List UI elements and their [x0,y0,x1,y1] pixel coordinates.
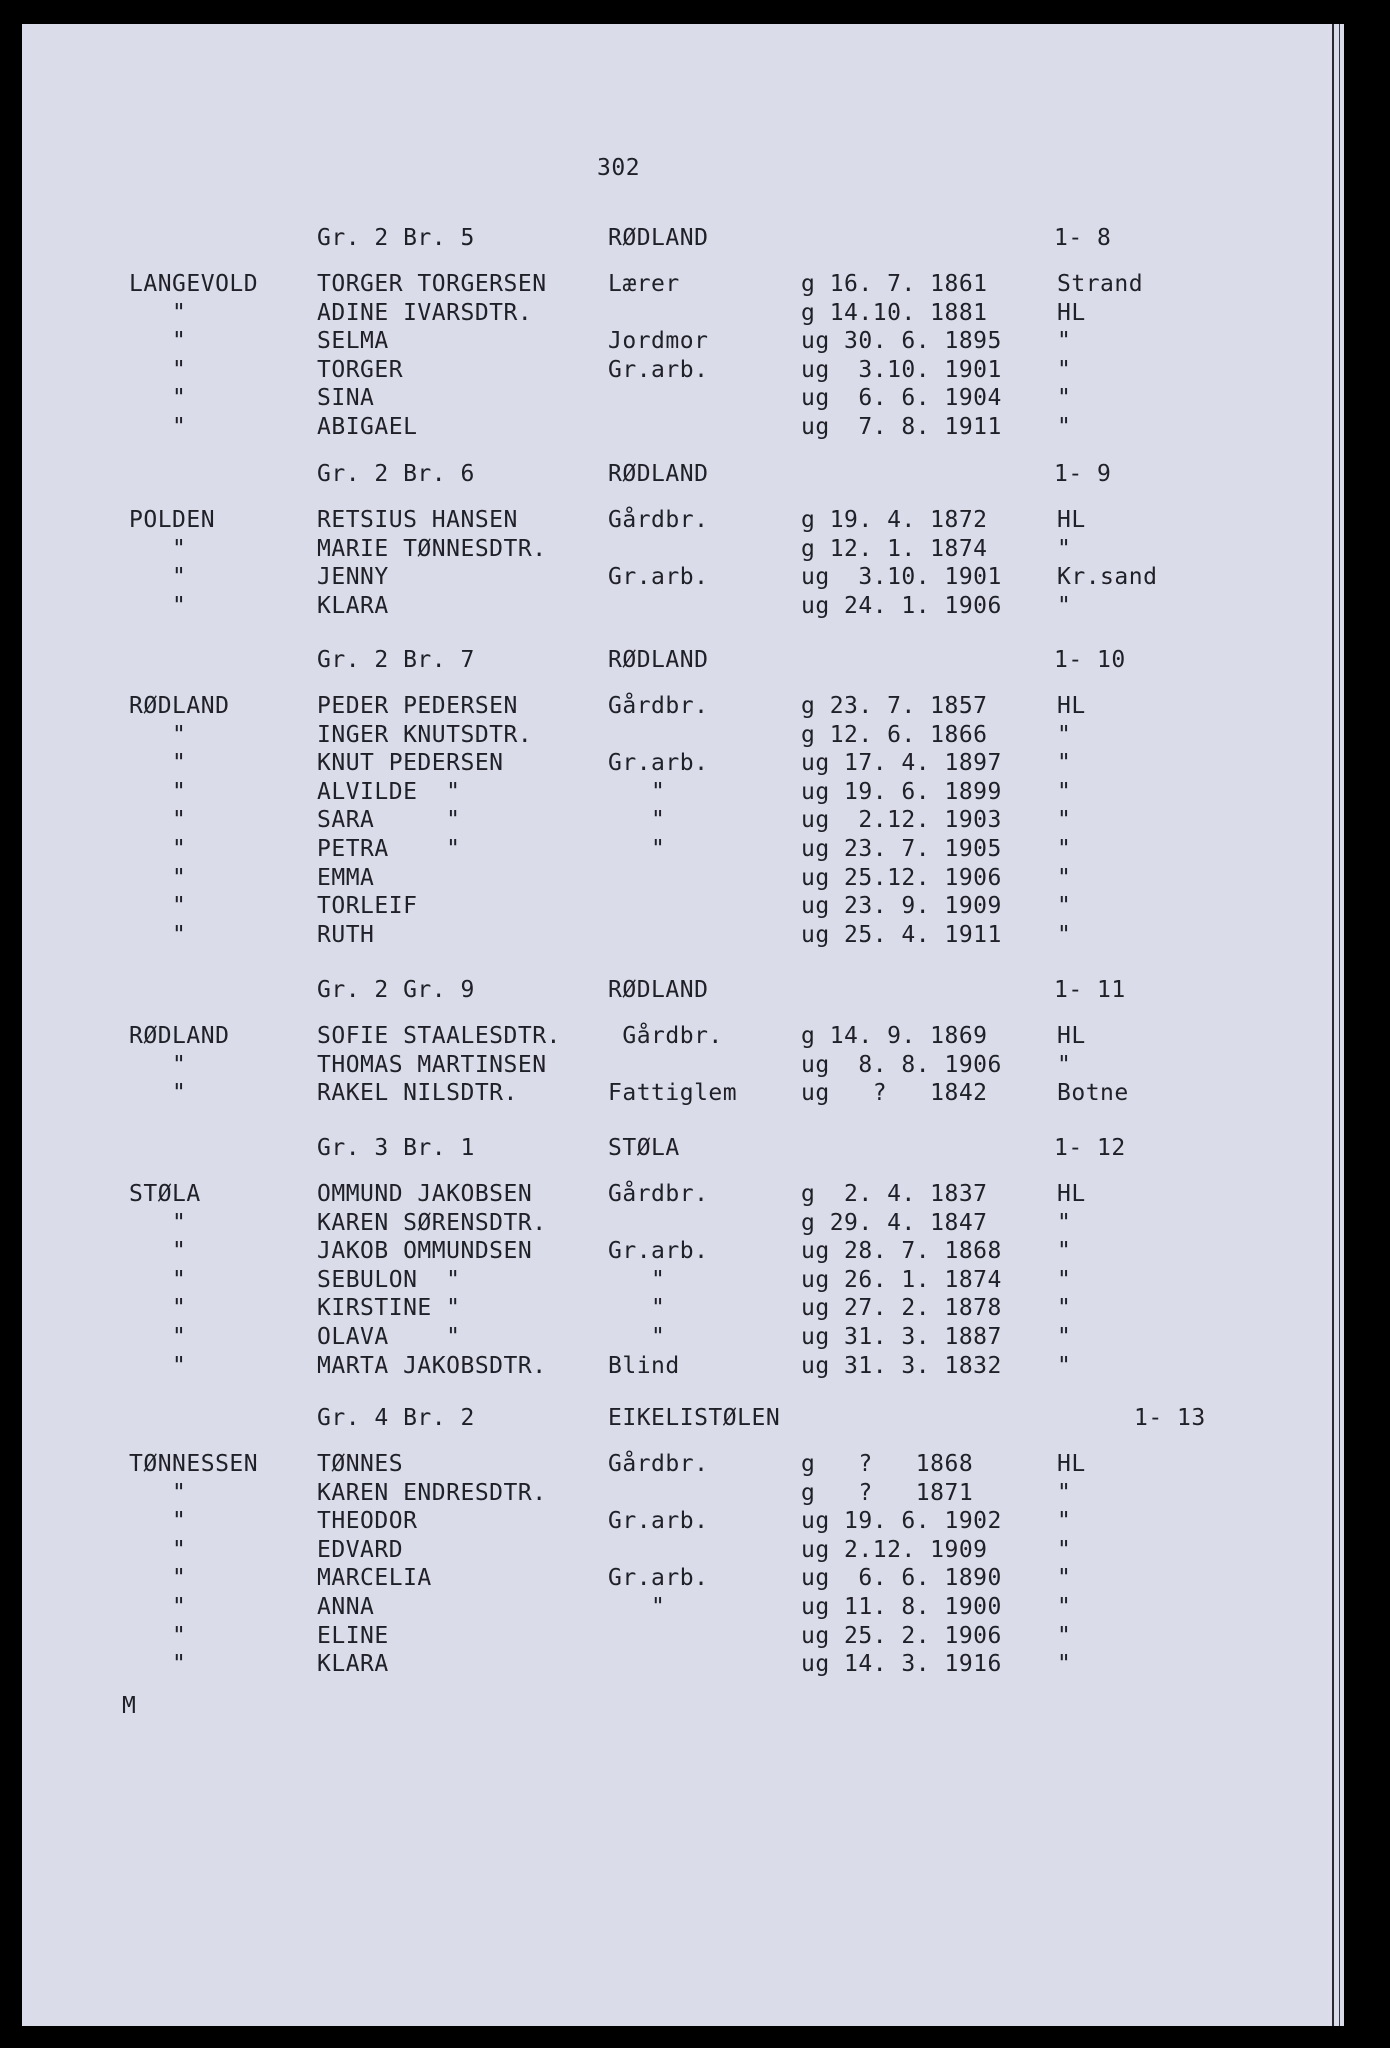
group-header-gr: Gr. 2 Br. 7 [317,647,475,673]
entry-residence: " [172,836,187,862]
group-header-code: 1- 12 [1054,1135,1126,1161]
group-header-place: RØDLAND [608,461,709,487]
entry-date: ug 6. 6. 1904 [801,385,1002,411]
entry-birthplace: Strand [1057,271,1144,297]
entry-name: ANNA [317,1594,375,1620]
entry-date: ug 23. 7. 1905 [801,836,1002,862]
entry-occupation: Fattiglem [608,1080,738,1106]
entry-residence: " [172,357,187,383]
entry-birthplace: HL [1057,507,1086,533]
entry-residence: " [172,922,187,948]
entry-residence: " [172,779,187,805]
entry-birthplace: " [1057,922,1072,948]
entry-name: JAKOB OMMUNDSEN [317,1238,533,1264]
entry-residence: " [172,1052,187,1078]
entry-name: TORGER [317,357,404,383]
entry-residence: " [172,1651,187,1677]
entry-birthplace: " [1057,536,1072,562]
entry-birthplace: " [1057,593,1072,619]
entry-name: SINA [317,385,375,411]
entry-date: ug 28. 7. 1868 [801,1238,1002,1264]
entry-name: KLARA [317,593,389,619]
entry-name: MARTA JAKOBSDTR. [317,1353,547,1379]
entry-birthplace: " [1057,1210,1072,1236]
entry-residence: " [172,1480,187,1506]
entry-birthplace: " [1057,1508,1072,1534]
entry-birthplace: " [1057,1295,1072,1321]
entry-occupation: Gårdbr. [608,1451,709,1477]
entry-occupation: Gårdbr. [608,507,709,533]
entry-residence: " [172,1295,187,1321]
entry-residence: " [172,807,187,833]
entry-name: ELINE [317,1623,389,1649]
entry-occupation: Jordmor [608,328,709,354]
entry-birthplace: " [1057,1267,1072,1293]
entry-name: KIRSTINE " [317,1295,461,1321]
entry-residence: STØLA [129,1181,201,1207]
entry-date: ug 3.10. 1901 [801,564,1002,590]
entry-date: g 2. 4. 1837 [801,1181,988,1207]
entry-residence: " [172,1210,187,1236]
entry-birthplace: " [1057,1052,1072,1078]
entry-birthplace: " [1057,865,1072,891]
entry-name: SARA " [317,807,461,833]
entry-name: PETRA " [317,836,461,862]
group-header-place: EIKELISTØLEN [608,1405,781,1431]
entry-date: ug 27. 2. 1878 [801,1295,1002,1321]
entry-birthplace: " [1057,328,1072,354]
entry-occupation: " [608,1267,666,1293]
entry-date: ug 8. 8. 1906 [801,1052,1002,1078]
entry-date: ug 30. 6. 1895 [801,328,1002,354]
entry-residence: TØNNESSEN [129,1451,259,1477]
entry-birthplace: HL [1057,1023,1086,1049]
entry-name: THOMAS MARTINSEN [317,1052,547,1078]
entry-residence: " [172,1594,187,1620]
group-header-code: 1- 11 [1054,977,1126,1003]
entry-occupation: " [608,1324,666,1350]
entry-occupation: Gr.arb. [608,1508,709,1534]
entry-occupation: " [608,779,666,805]
group-header-code: 1- 10 [1054,647,1126,673]
document-page [22,24,1344,2026]
entry-date: g 29. 4. 1847 [801,1210,988,1236]
entry-birthplace: " [1057,722,1072,748]
entry-occupation: Gr.arb. [608,1238,709,1264]
entry-residence: " [172,1537,187,1563]
entry-date: g ? 1871 [801,1480,974,1506]
entry-residence: " [172,1508,187,1534]
entry-occupation: Lærer [608,271,680,297]
entry-birthplace: " [1057,1238,1072,1264]
entry-residence: " [172,722,187,748]
entry-residence: " [172,1353,187,1379]
entry-name: KAREN SØRENSDTR. [317,1210,547,1236]
entry-name: KNUT PEDERSEN [317,750,504,776]
group-header-gr: Gr. 4 Br. 2 [317,1405,475,1431]
entry-birthplace: " [1057,779,1072,805]
entry-residence: " [172,385,187,411]
entry-name: OLAVA " [317,1324,461,1350]
entry-date: ug 26. 1. 1874 [801,1267,1002,1293]
entry-name: KAREN ENDRESDTR. [317,1480,547,1506]
entry-name: EDVARD [317,1537,404,1563]
entry-name: THEODOR [317,1508,418,1534]
entry-birthplace: " [1057,750,1072,776]
entry-name: TORGER TORGERSEN [317,271,547,297]
group-header-gr: Gr. 2 Br. 5 [317,225,475,251]
entry-name: MARIE TØNNESDTR. [317,536,547,562]
entry-date: ug 19. 6. 1899 [801,779,1002,805]
group-header-gr: Gr. 2 Br. 6 [317,461,475,487]
entry-residence: RØDLAND [129,1023,230,1049]
entry-name: JENNY [317,564,389,590]
group-header-place: RØDLAND [608,977,709,1003]
group-header-code: 1- 13 [1134,1405,1206,1431]
entry-residence: " [172,1238,187,1264]
entry-residence: " [172,593,187,619]
entry-birthplace: " [1057,357,1072,383]
entry-date: g ? 1868 [801,1451,974,1477]
entry-residence: RØDLAND [129,693,230,719]
entry-name: RETSIUS HANSEN [317,507,518,533]
group-header-code: 1- 9 [1054,461,1112,487]
entry-birthplace: " [1057,1623,1072,1649]
entry-date: g 12. 6. 1866 [801,722,988,748]
entry-date: ug 2.12. 1909 [801,1537,988,1563]
entry-date: g 19. 4. 1872 [801,507,988,533]
entry-date: ug 11. 8. 1900 [801,1594,1002,1620]
entry-occupation: " [608,1594,666,1620]
entry-residence: " [172,865,187,891]
entry-date: g 14.10. 1881 [801,300,988,326]
entry-occupation: Blind [608,1353,680,1379]
entry-occupation: Gr.arb. [608,750,709,776]
entry-birthplace: " [1057,414,1072,440]
entry-date: ug 6. 6. 1890 [801,1565,1002,1591]
entry-occupation: Gårdbr. [608,1023,723,1049]
entry-occupation: Gr.arb. [608,357,709,383]
entry-date: ug 31. 3. 1832 [801,1353,1002,1379]
entry-birthplace: HL [1057,1181,1086,1207]
entry-birthplace: " [1057,1651,1072,1677]
group-header-code: 1- 8 [1054,225,1112,251]
entry-residence: " [172,1267,187,1293]
entry-residence: LANGEVOLD [129,271,259,297]
entry-date: ug 24. 1. 1906 [801,593,1002,619]
entry-date: ug 2.12. 1903 [801,807,1002,833]
entry-residence: " [172,1324,187,1350]
group-header-place: STØLA [608,1135,680,1161]
entry-name: MARCELIA [317,1565,432,1591]
entry-birthplace: " [1057,807,1072,833]
entry-name: OMMUND JAKOBSEN [317,1181,533,1207]
entry-residence: POLDEN [129,507,216,533]
entry-occupation: Gr.arb. [608,1565,709,1591]
footer-mark: M [122,1693,137,1719]
entry-date: ug ? 1842 [801,1080,988,1106]
entry-birthplace: " [1057,385,1072,411]
entry-occupation: Gårdbr. [608,1181,709,1207]
entry-occupation: " [608,1295,666,1321]
entry-residence: " [172,750,187,776]
entry-birthplace: " [1057,1537,1072,1563]
entry-birthplace: HL [1057,300,1086,326]
group-header-gr: Gr. 2 Gr. 9 [317,977,475,1003]
entry-date: ug 25. 2. 1906 [801,1623,1002,1649]
entry-date: g 23. 7. 1857 [801,693,988,719]
entry-name: RAKEL NILSDTR. [317,1080,518,1106]
entry-residence: " [172,414,187,440]
entry-name: TØNNES [317,1451,404,1477]
entry-birthplace: HL [1057,1451,1086,1477]
entry-residence: " [172,300,187,326]
group-header-place: RØDLAND [608,647,709,673]
entry-residence: " [172,1080,187,1106]
entry-date: ug 23. 9. 1909 [801,893,1002,919]
entry-name: KLARA [317,1651,389,1677]
page-number: 302 [597,155,641,181]
entry-date: ug 17. 4. 1897 [801,750,1002,776]
entry-name: PEDER PEDERSEN [317,693,518,719]
entry-name: SELMA [317,328,389,354]
entry-residence: " [172,328,187,354]
entry-birthplace: " [1057,1594,1072,1620]
entry-name: RUTH [317,922,375,948]
entry-date: ug 25. 4. 1911 [801,922,1002,948]
entry-name: SEBULON " [317,1267,461,1293]
entry-name: ABIGAEL [317,414,418,440]
entry-birthplace: Botne [1057,1080,1129,1106]
entry-date: ug 25.12. 1906 [801,865,1002,891]
entry-birthplace: " [1057,1353,1072,1379]
entry-date: ug 19. 6. 1902 [801,1508,1002,1534]
entry-name: ALVILDE " [317,779,461,805]
entry-birthplace: " [1057,1565,1072,1591]
entry-birthplace: " [1057,836,1072,862]
entry-name: INGER KNUTSDTR. [317,722,533,748]
entry-date: ug 7. 8. 1911 [801,414,1002,440]
entry-date: ug 3.10. 1901 [801,357,1002,383]
entry-residence: " [172,536,187,562]
entry-name: SOFIE STAALESDTR. [317,1023,561,1049]
entry-birthplace: " [1057,1324,1072,1350]
group-header-place: RØDLAND [608,225,709,251]
entry-occupation: " [608,836,666,862]
entry-residence: " [172,893,187,919]
entry-occupation: Gårdbr. [608,693,709,719]
entry-date: ug 14. 3. 1916 [801,1651,1002,1677]
entry-residence: " [172,1565,187,1591]
entry-residence: " [172,1623,187,1649]
entry-occupation: Gr.arb. [608,564,709,590]
entry-occupation: " [608,807,666,833]
entry-name: EMMA [317,865,375,891]
entry-birthplace: " [1057,893,1072,919]
entry-date: g 16. 7. 1861 [801,271,988,297]
right-edge-rule-inner [1339,24,1340,2026]
entry-name: TORLEIF [317,893,418,919]
entry-date: g 14. 9. 1869 [801,1023,988,1049]
entry-birthplace: " [1057,1480,1072,1506]
group-header-gr: Gr. 3 Br. 1 [317,1135,475,1161]
entry-birthplace: HL [1057,693,1086,719]
right-edge-rule [1332,24,1334,2026]
entry-birthplace: Kr.sand [1057,564,1158,590]
entry-residence: " [172,564,187,590]
entry-name: ADINE IVARSDTR. [317,300,533,326]
entry-date: ug 31. 3. 1887 [801,1324,1002,1350]
entry-date: g 12. 1. 1874 [801,536,988,562]
